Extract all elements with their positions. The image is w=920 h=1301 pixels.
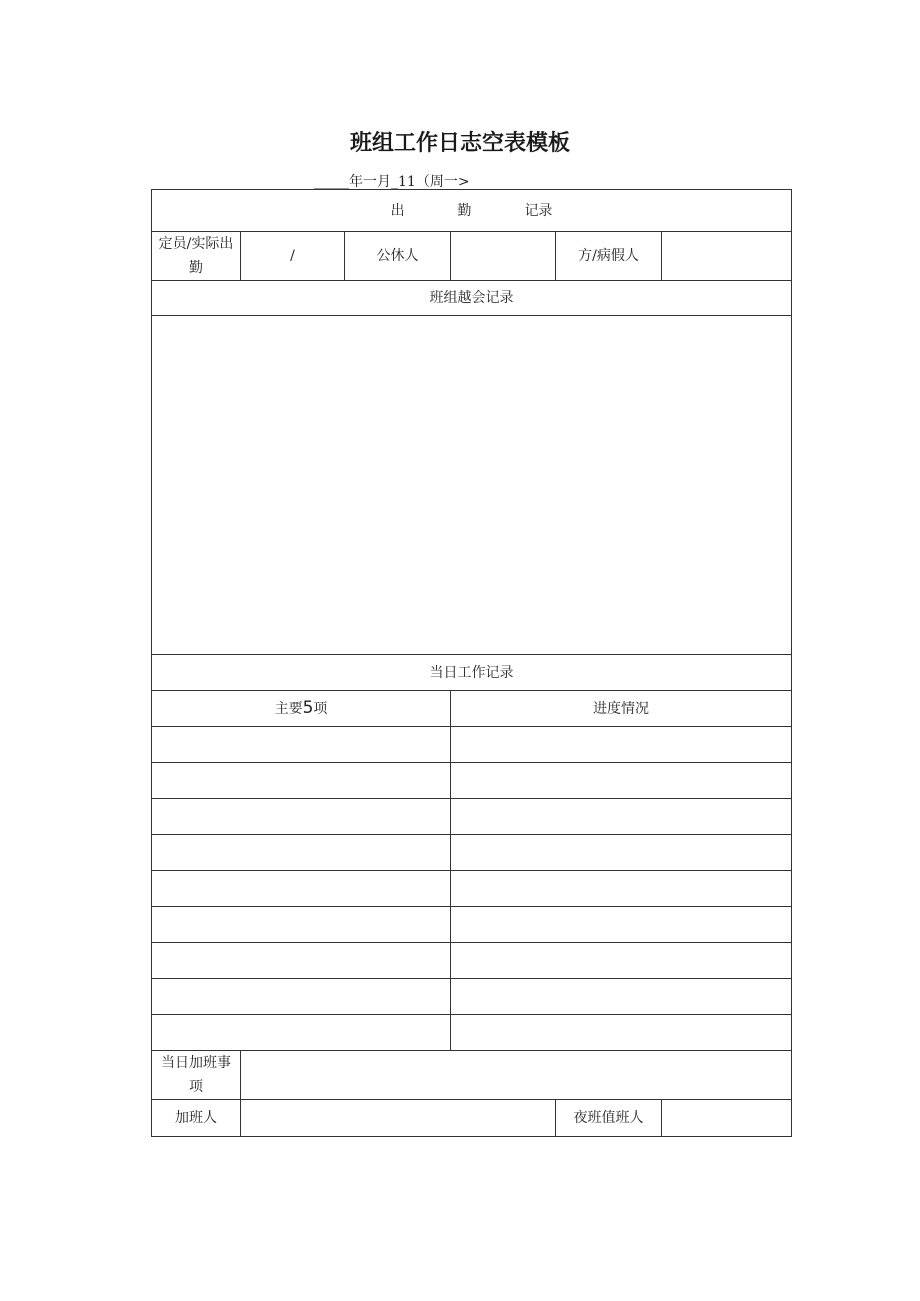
work-item-cell[interactable] <box>152 727 451 763</box>
sick-leave-label: 方/病假人 <box>556 232 662 281</box>
work-row <box>152 907 792 943</box>
work-row <box>152 1015 792 1051</box>
work-progress-cell[interactable] <box>451 835 792 871</box>
overtime-person-label: 加班人 <box>152 1100 241 1137</box>
staff-count-label: 定员/实际出勤 <box>152 232 241 281</box>
work-row <box>152 871 792 907</box>
overtime-person-value[interactable] <box>241 1100 556 1137</box>
work-row <box>152 727 792 763</box>
attendance-header-char2: 勤 <box>457 202 472 219</box>
work-progress-cell[interactable] <box>451 1015 792 1051</box>
work-item-cell[interactable] <box>152 979 451 1015</box>
work-item-cell[interactable] <box>152 871 451 907</box>
daily-work-header: 当日工作记录 <box>152 655 792 691</box>
work-row <box>152 943 792 979</box>
work-progress-cell[interactable] <box>451 727 792 763</box>
work-item-cell[interactable] <box>152 835 451 871</box>
attendance-header-char3: 记录 <box>524 202 553 219</box>
work-item-cell[interactable] <box>152 799 451 835</box>
overtime-items-value[interactable] <box>241 1051 792 1100</box>
meeting-content[interactable] <box>152 316 792 655</box>
work-progress-cell[interactable] <box>451 871 792 907</box>
main-items-prefix: 主要 <box>274 701 303 717</box>
page-title: 班组工作日志空表模板 <box>349 131 570 156</box>
main-items-number: 5 <box>302 698 314 718</box>
work-item-cell[interactable] <box>152 943 451 979</box>
work-progress-cell[interactable] <box>451 979 792 1015</box>
meeting-header: 班组越会记录 <box>152 281 792 316</box>
official-leave-value[interactable] <box>451 232 556 281</box>
sick-leave-value[interactable] <box>662 232 792 281</box>
attendance-header-char1: 出 <box>390 202 405 219</box>
progress-header: 进度情况 <box>451 691 792 727</box>
work-row <box>152 835 792 871</box>
night-shift-label: 夜班值班人 <box>556 1100 662 1137</box>
work-item-cell[interactable] <box>152 1015 451 1051</box>
work-item-cell[interactable] <box>152 907 451 943</box>
work-row <box>152 799 792 835</box>
staff-count-value[interactable]: / <box>241 232 345 281</box>
work-item-cell[interactable] <box>152 763 451 799</box>
date-line: _____年一月_11（周一> <box>314 174 470 190</box>
work-progress-cell[interactable] <box>451 763 792 799</box>
main-items-header <box>152 691 451 727</box>
work-row <box>152 979 792 1015</box>
work-log-table <box>151 189 792 1137</box>
work-progress-cell[interactable] <box>451 907 792 943</box>
work-progress-cell[interactable] <box>451 799 792 835</box>
night-shift-value[interactable] <box>662 1100 792 1137</box>
attendance-header <box>152 190 792 232</box>
work-progress-cell[interactable] <box>451 943 792 979</box>
work-row <box>152 763 792 799</box>
overtime-items-label: 当日加班事项 <box>152 1051 241 1100</box>
main-items-suffix: 项 <box>313 701 328 717</box>
official-leave-label: 公休人 <box>345 232 451 281</box>
